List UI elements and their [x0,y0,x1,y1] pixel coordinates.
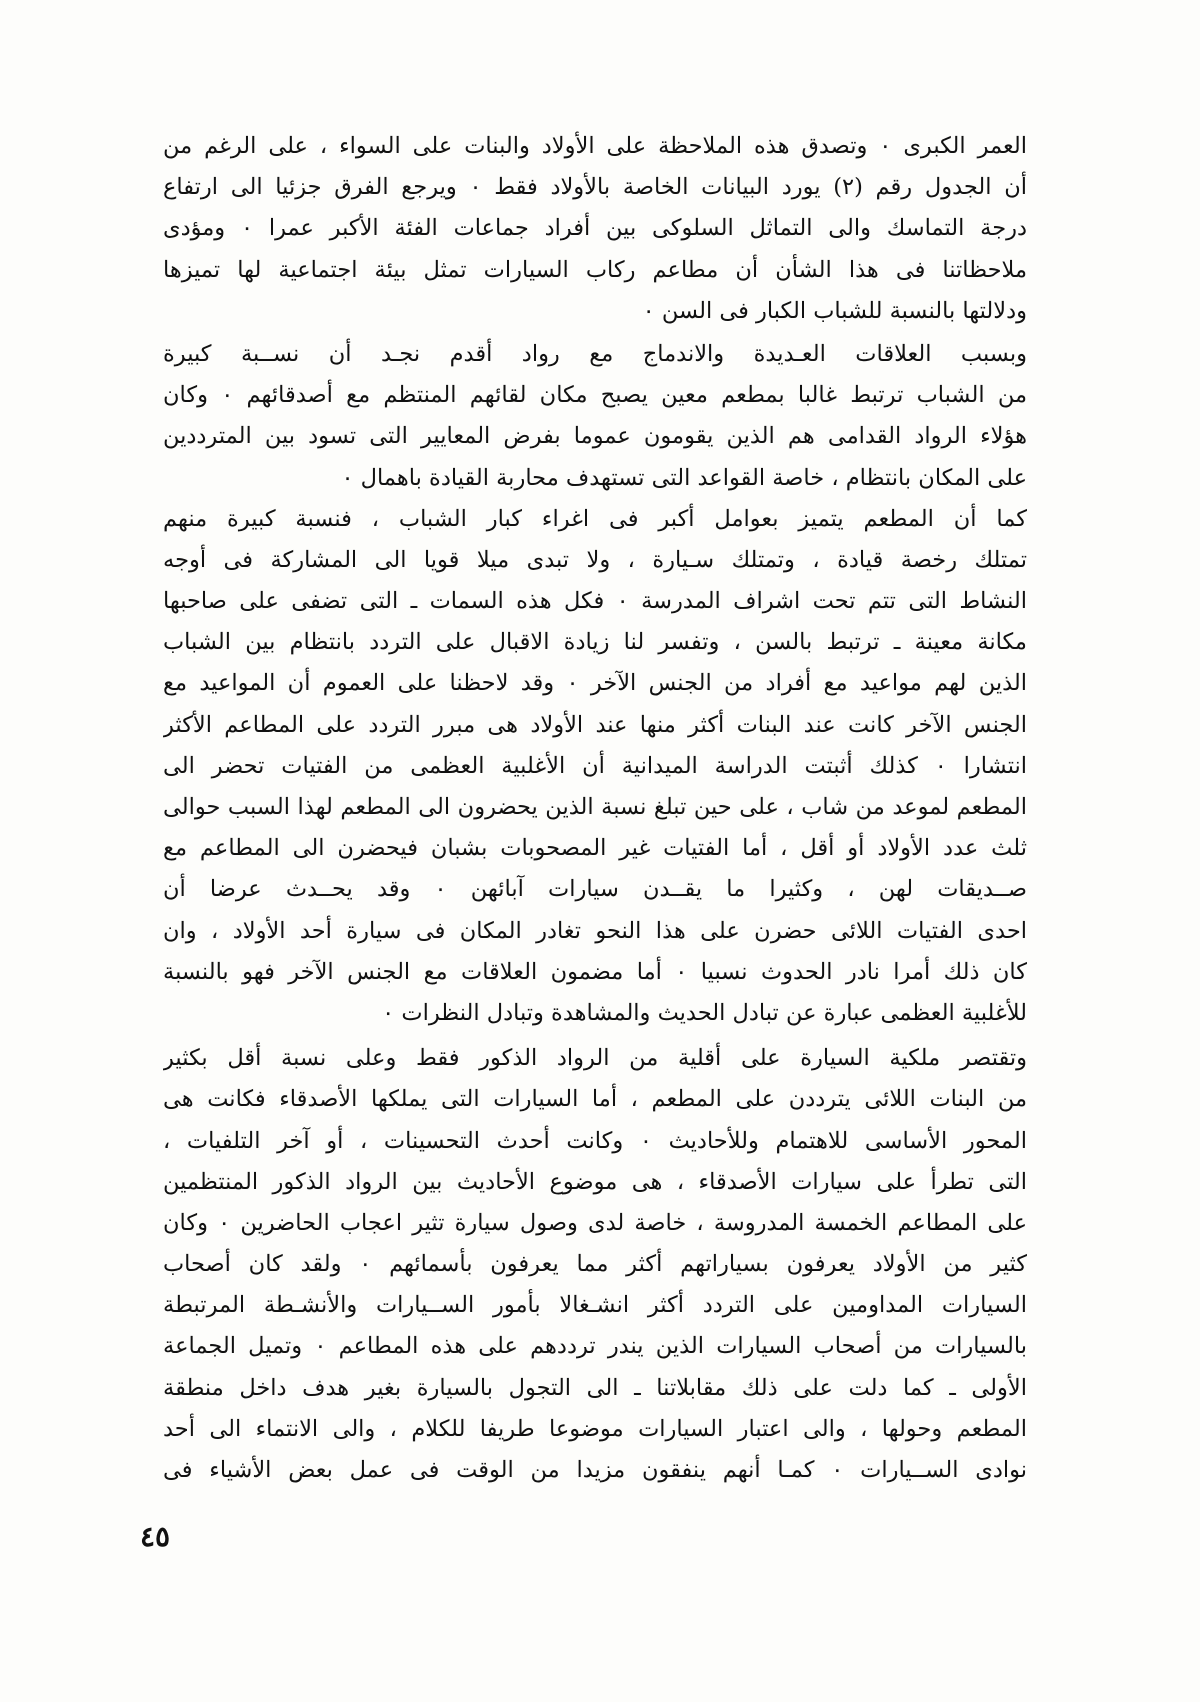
text-line: الأولى ـ كما دلت على ذلك مقابلاتنا ـ الى التجول بالسيارة بغير هدف داخل منطقة [163,1374,1027,1401]
text-line: من الشباب ترتبط غالبا بمطعم معين يصبح مكان لقائهم المنتظم مع أصدقائهم ٠ وكان [163,382,1027,409]
text-line: بالسيارات من أصحاب السيارات الذين يندر ترددهم على هذه المطاعم ٠ وتميل الجماعة [163,1333,1027,1360]
text-line: صــديقات لهن ، وكثيرا ما يقــدن سيارات آبائهن ٠ وقد يحــدث عرضا أن [163,876,1027,903]
text-line: ملاحظاتنا فى هذا الشأن أن مطاعم ركاب السيارات تمثل بيئة اجتماعية لها تميزها [163,256,1027,283]
text-line: المحور الأساسى للاهتمام وللأحاديث ٠ وكانت أحدث التحسينات ، أو آخر التلفيات ، [163,1127,1027,1154]
text-line: للأغلبية العظمى عبارة عن تبادل الحديث والمشاهدة وتبادل النظرات ٠ [382,999,1027,1026]
text-line: هؤلاء الرواد القدامى هم الذين يقومون عموما بفرض المعايير التى تسود بين المترددين [163,423,1027,450]
text-line: من البنات اللائى يترددن على المطعم ، أما السيارات التى يملكها الأصدقاء فكانت هى [163,1086,1027,1113]
text-line: مكانة معينة ـ ترتبط بالسن ، وتفسر لنا زيادة الاقبال على التردد بانتظام بين الشباب [163,629,1027,656]
text-line: المطعم لموعد من شاب ، على حين تبلغ نسبة الذين يحضرون الى المطعم لهذا السبب حوالى [163,794,1027,820]
body-text [163,126,1027,1491]
text-line: المطعم وحولها ، والى اعتبار السيارات موضوعا طريفا للكلام ، والى الانتماء الى أحد [163,1415,1027,1442]
text-line: الذين لهم مواعيد مع أفراد من الجنس الآخر ٠ وقد لاحظنا على العموم أن المواعيد مع [163,670,1027,697]
text-line: الجنس الآخر كانت عند البنات أكثر منها عند الأولاد هى مبرر التردد على المطاعم الأكثر [163,711,1027,738]
text-line: كثير من الأولاد يعرفون بسياراتهم أكثر مما يعرفون بأسمائهم ٠ ولقد كان أصحاب [163,1251,1027,1278]
text-line: أن الجدول رقم (٢) يورد البيانات الخاصة بالأولاد فقط ٠ ويرجع الفرق جزئيا الى ارتفاع [163,174,1027,201]
text-line: العمر الكبرى ٠ وتصدق هذه الملاحظة على الأولاد والبنات على السواء ، على الرغم من [163,133,1027,159]
text-line: على المكان بانتظام ، خاصة القواعد التى تستهدف محاربة القيادة باهمال ٠ [341,464,1027,491]
text-line: ثلث عدد الأولاد أو أقل ، أما الفتيات غير المصحوبات بشبان فيحضرن الى المطاعم مع [163,835,1027,862]
text-line: وتقتصر ملكية السيارة على أقلية من الرواد الذكور فقط وعلى نسبة أقل بكثير [163,1045,1027,1072]
text-line: على المطاعم الخمسة المدروسة ، خاصة لدى وصول سيارة تثير اعجاب الحاضرين ٠ وكان [163,1209,1027,1236]
text-line: كما أن المطعم يتميز بعوامل أكبر فى اغراء كبار الشباب ، فنسبة كبيرة منهم [163,505,1027,532]
paragraph-3 [163,499,1027,1034]
paragraph-4 [163,1038,1027,1491]
page-number: ٤٥ [140,1520,171,1553]
text-line: النشاط التى تتم تحت اشراف المدرسة ٠ فكل هذه السمات ـ التى تضفى على صاحبها [163,588,1027,615]
text-line: تمتلك رخصة قيادة ، وتمتلك سـيارة ، ولا تبدى ميلا قويا الى المشاركة فى أوجه [163,546,1027,573]
text-line: السيارات المداومين على التردد أكثر انشـغالا بأمور الســيارات والأنشـطة المرتبطة [163,1292,1027,1319]
paragraph-2 [163,334,1027,499]
text-line: درجة التماسك والى التماثل السلوكى بين أفراد جماعات الفئة الأكبر عمرا ٠ ومؤدى [163,215,1027,242]
text-line: انتشارا ٠ كذلك أثبتت الدراسة الميدانية أن الأغلبية العظمى من الفتيات تحضر الى [163,752,1027,779]
paragraph-1 [163,126,1027,332]
text-line: التى تطرأ على سيارات الأصدقاء ، هى موضوع الأحاديث بين الرواد الذكور المنتظمين [163,1168,1027,1195]
text-line: كان ذلك أمرا نادر الحدوث نسبيا ٠ أما مضمون العلاقات مع الجنس الآخر فهو بالنسبة [163,958,1027,985]
text-line: احدى الفتيات اللائى حضرن على هذا النحو تغادر المكان فى سيارة أحد الأولاد ، وان [163,917,1027,944]
text-line: ودلالتها بالنسبة للشباب الكبار فى السن ٠ [642,297,1027,324]
text-line: نوادى الســيارات ٠ كمـا أنهم ينفقون مزيدا من الوقت فى عمل بعض الأشياء فى [163,1457,1027,1483]
text-line: وبسبب العلاقات العـديدة والاندماج مع رواد أقدم نجـد أن نســبة كبيرة [163,340,1027,367]
